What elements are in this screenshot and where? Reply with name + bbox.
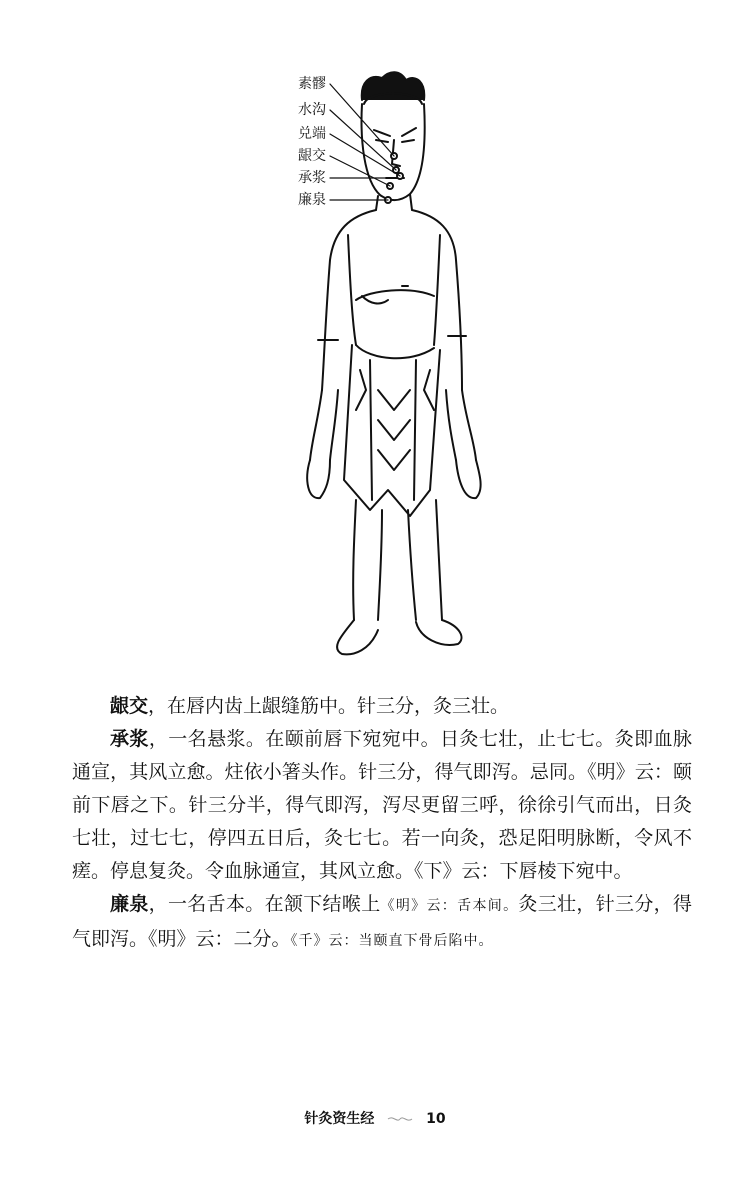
label-chengjiang: 承浆 xyxy=(298,170,326,186)
paragraph-text: ，在唇内齿上龈缝筋中。针三分，灸三壮。 xyxy=(148,695,510,717)
label-yinjiao: 龈交 xyxy=(298,148,326,164)
paragraph-text: ，一名悬浆。在颐前唇下宛宛中。日灸七壮，止七七。灸即血脉通宣，其风立愈。炷依小箸头作。针三分，得气即泻。忌同。《明》云：颐前下唇之下。针三分半，得气即泻，泻尽更留三呼，徐徐引气而出，日灸七壮，过七七，停四五日后，灸七七。若一向灸，恐足阳明脉断，令风不瘥。停息复灸。令血脉通宣，其风立愈。《下》云：下唇棱下宛中。 xyxy=(72,728,692,882)
ornament-icon xyxy=(387,1115,413,1123)
label-suliao: 素髎 xyxy=(298,76,326,92)
term-chengjiang: 承浆 xyxy=(110,728,149,750)
page-number: 10 xyxy=(426,1111,446,1127)
paragraph-text: ，一名舌本。在颔下结喉上 xyxy=(148,893,381,915)
term-yinjiao: 龈交 xyxy=(110,695,149,717)
acupoint-figure xyxy=(290,60,510,670)
term-lianquan: 廉泉 xyxy=(110,893,149,915)
book-title: 针灸资生经 xyxy=(304,1111,375,1127)
paragraph-yinjiao xyxy=(72,690,692,723)
annotation-note: 《明》云：舌本间。 xyxy=(380,898,519,914)
paragraph-text: 灸三壮，针三分，得气即泻。《明》云：二分。 xyxy=(72,893,692,950)
body-text xyxy=(72,690,692,958)
label-lianquan: 廉泉 xyxy=(298,192,326,208)
paragraph-chengjiang xyxy=(72,723,692,888)
annotation-note: 《千》云：当颐直下骨后陷中。 xyxy=(290,933,494,949)
page-footer xyxy=(0,1108,750,1128)
label-shuigou: 水沟 xyxy=(298,102,326,118)
paragraph-lianquan xyxy=(72,888,692,958)
label-duiduan: 兑端 xyxy=(298,126,326,142)
